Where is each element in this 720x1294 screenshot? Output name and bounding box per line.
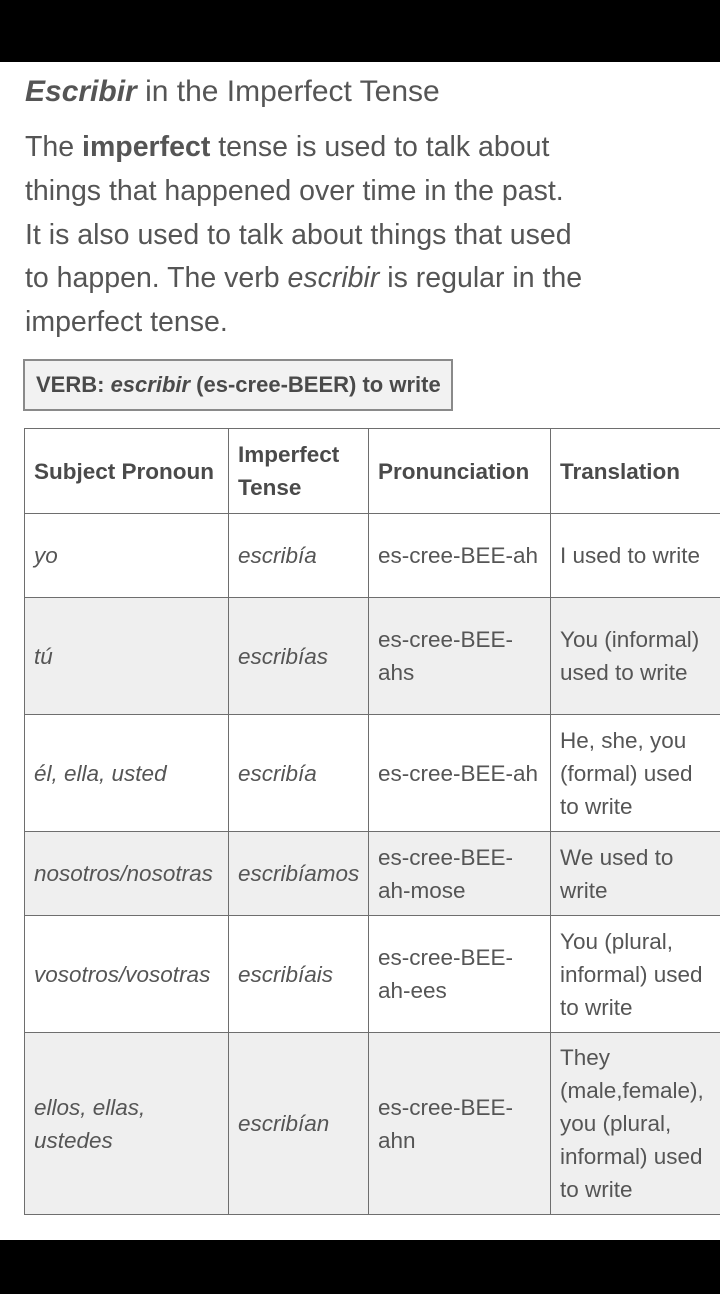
cell-pronunciation: es-cree-BEE-ah-ees xyxy=(369,916,551,1033)
header-subject-pronoun: Subject Pronoun xyxy=(25,429,229,514)
cell-form: escribíamos xyxy=(229,832,369,916)
cell-translation: You (informal) used to write xyxy=(551,598,720,715)
cell-form: escribías xyxy=(229,598,369,715)
conjugation-table xyxy=(24,428,720,1215)
cell-translation: You (plural, informal) used to write xyxy=(551,916,720,1033)
verb-box-prefix: VERB: xyxy=(36,372,111,397)
cell-form: escribía xyxy=(229,715,369,832)
verb-box-verb: escribir xyxy=(110,372,191,397)
article-content xyxy=(0,62,720,1240)
table-row xyxy=(25,1033,720,1215)
verb-info-box xyxy=(23,359,453,411)
cell-pronunciation: es-cree-BEE-ah-mose xyxy=(369,832,551,916)
table-header-row xyxy=(25,429,720,514)
cell-pronoun: vosotros/vosotras xyxy=(25,916,229,1033)
intro-text-1: The xyxy=(25,131,83,163)
top-black-bar xyxy=(0,0,720,62)
verb-box-suffix: (es-cree-BEER) to write xyxy=(190,372,441,397)
section-heading xyxy=(25,74,440,110)
cell-form: escribía xyxy=(229,514,369,598)
intro-text-2: tense is used to talk about things that happened over time in the past. It is also used to talk about things that used to happen. The verb xyxy=(25,131,572,295)
intro-bold-term: imperfect xyxy=(82,131,211,163)
cell-pronoun: ellos, ellas, ustedes xyxy=(25,1033,229,1215)
cell-translation: He, she, you (formal) used to write xyxy=(551,715,720,832)
intro-italic-verb: escribir xyxy=(287,262,380,295)
cell-pronoun: tú xyxy=(25,598,229,715)
header-translation: Translation xyxy=(551,429,720,514)
cell-pronoun: nosotros/nosotras xyxy=(25,832,229,916)
header-imperfect-tense: Imperfect Tense xyxy=(229,429,369,514)
bottom-black-bar xyxy=(0,1240,720,1294)
cell-pronunciation: es-cree-BEE-ahn xyxy=(369,1033,551,1215)
cell-translation: They (male,female), you (plural, informal) used to write xyxy=(551,1033,720,1215)
heading-verb: Escribir xyxy=(25,75,137,108)
table-row xyxy=(25,832,720,916)
cell-pronunciation: es-cree-BEE-ah xyxy=(369,514,551,598)
table-row xyxy=(25,598,720,715)
cell-form: escribíais xyxy=(229,916,369,1033)
intro-text-3: is regular in the imperfect tense. xyxy=(25,262,583,339)
cell-form: escribían xyxy=(229,1033,369,1215)
cell-pronunciation: es-cree-BEE-ahs xyxy=(369,598,551,715)
intro-paragraph xyxy=(25,126,585,345)
cell-pronoun: él, ella, usted xyxy=(25,715,229,832)
cell-pronunciation: es-cree-BEE-ah xyxy=(369,715,551,832)
table-row xyxy=(25,514,720,598)
cell-translation: We used to write xyxy=(551,832,720,916)
table-row xyxy=(25,916,720,1033)
cell-pronoun: yo xyxy=(25,514,229,598)
heading-rest: in the Imperfect Tense xyxy=(145,75,440,108)
header-pronunciation: Pronunciation xyxy=(369,429,551,514)
cell-translation: I used to write xyxy=(551,514,720,598)
table-row xyxy=(25,715,720,832)
